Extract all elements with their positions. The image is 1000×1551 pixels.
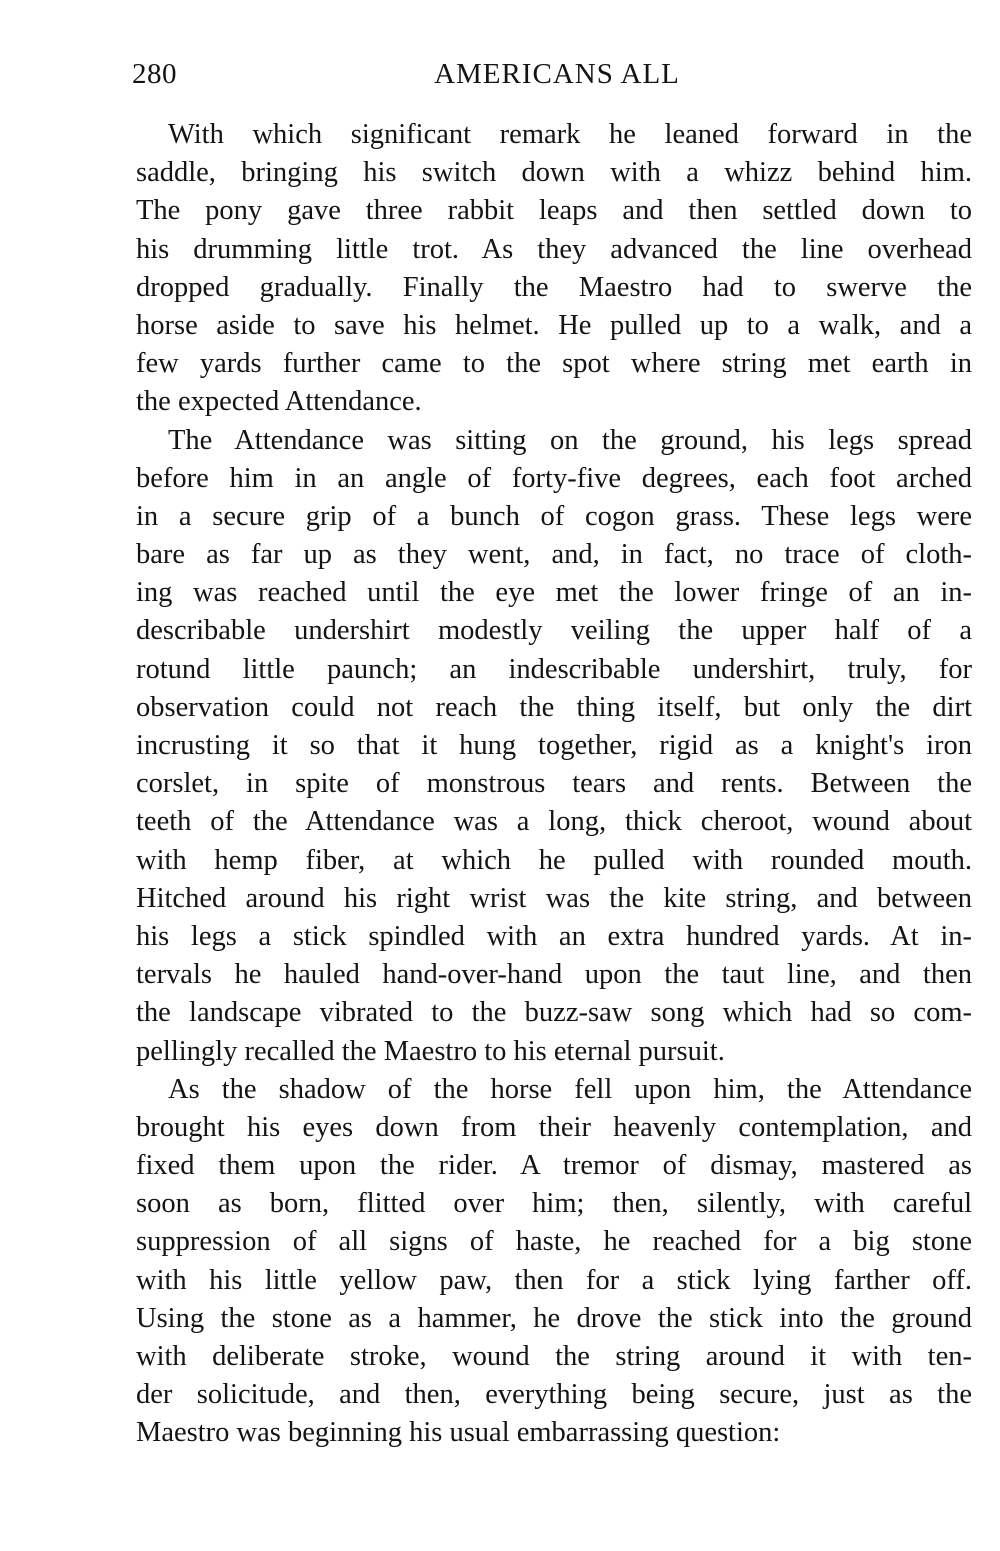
text-line: the expected Attendance.: [136, 386, 422, 418]
text-line: dropped gradually. Finally the Maestro had to swerve the: [136, 271, 972, 303]
text-line: describable undershirt modestly veiling the upper half of a: [136, 615, 972, 647]
paragraph: [136, 1071, 972, 1453]
text-line: the landscape vibrated to the buzz-saw song which had so com-: [136, 997, 972, 1029]
paragraph: [136, 422, 972, 1071]
body-text: [136, 116, 972, 1453]
text-line: Using the stone as a hammer, he drove the stick into the ground: [136, 1302, 972, 1334]
text-line: The Attendance was sitting on the ground, his legs spread: [168, 424, 972, 456]
running-head: [132, 58, 972, 98]
text-line: With which significant remark he leaned forward in the: [168, 119, 972, 150]
text-line: bare as far up as they went, and, in fact, no trace of cloth-: [136, 539, 972, 571]
text-line: corslet, in spite of monstrous tears and rents. Between the: [136, 768, 972, 800]
text-line: Maestro was beginning his usual embarrassing question:: [136, 1417, 781, 1449]
text-line: with his little yellow paw, then for a stick lying farther off.: [136, 1264, 972, 1296]
text-line: fixed them upon the rider. A tremor of dismay, mastered as: [136, 1150, 972, 1182]
text-line: observation could not reach the thing itself, but only the dirt: [136, 691, 972, 723]
text-line: suppression of all signs of haste, he reached for a big stone: [136, 1226, 972, 1258]
text-line: pellingly recalled the Maestro to his eternal pursuit.: [136, 1035, 725, 1067]
text-line: before him in an angle of forty-five degrees, each foot arched: [136, 462, 972, 494]
text-line: his legs a stick spindled with an extra hundred yards. At in-: [136, 920, 972, 952]
running-title: AMERICANS ALL: [434, 58, 680, 90]
text-line: teeth of the Attendance was a long, thick cheroot, wound about: [136, 806, 972, 838]
text-line: incrusting it so that it hung together, rigid as a knight's iron: [136, 730, 972, 761]
text-line: The pony gave three rabbit leaps and then settled down to: [136, 195, 972, 227]
text-line: Hitched around his right wrist was the kite string, and between: [136, 882, 972, 914]
text-line: horse aside to save his helmet. He pulled up to a walk, and a: [136, 309, 972, 341]
text-line: his drumming little trot. As they advanced the line overhead: [136, 233, 972, 265]
text-line: As the shadow of the horse fell upon him, the Attendance: [168, 1073, 972, 1105]
text-line: with deliberate stroke, wound the string around it with ten-: [136, 1341, 972, 1372]
paragraph: [136, 116, 972, 422]
text-line: brought his eyes down from their heavenly contemplation, and: [136, 1111, 972, 1143]
page-number: 280: [132, 58, 177, 90]
text-line: in a secure grip of a bunch of cogon grass. These legs were: [136, 500, 972, 532]
text-line: soon as born, flitted over him; then, silently, with careful: [136, 1188, 972, 1220]
text-line: few yards further came to the spot where string met earth in: [136, 348, 972, 380]
text-line: rotund little paunch; an indescribable undershirt, truly, for: [136, 653, 972, 685]
text-line: tervals he hauled hand-over-hand upon the taut line, and then: [136, 959, 972, 991]
text-line: saddle, bringing his switch down with a whizz behind him.: [136, 157, 972, 189]
text-line: ing was reached until the eye met the lower fringe of an in-: [136, 577, 972, 609]
text-line: with hemp fiber, at which he pulled with rounded mouth.: [136, 844, 972, 876]
text-line: der solicitude, and then, everything being secure, just as the: [136, 1379, 972, 1411]
